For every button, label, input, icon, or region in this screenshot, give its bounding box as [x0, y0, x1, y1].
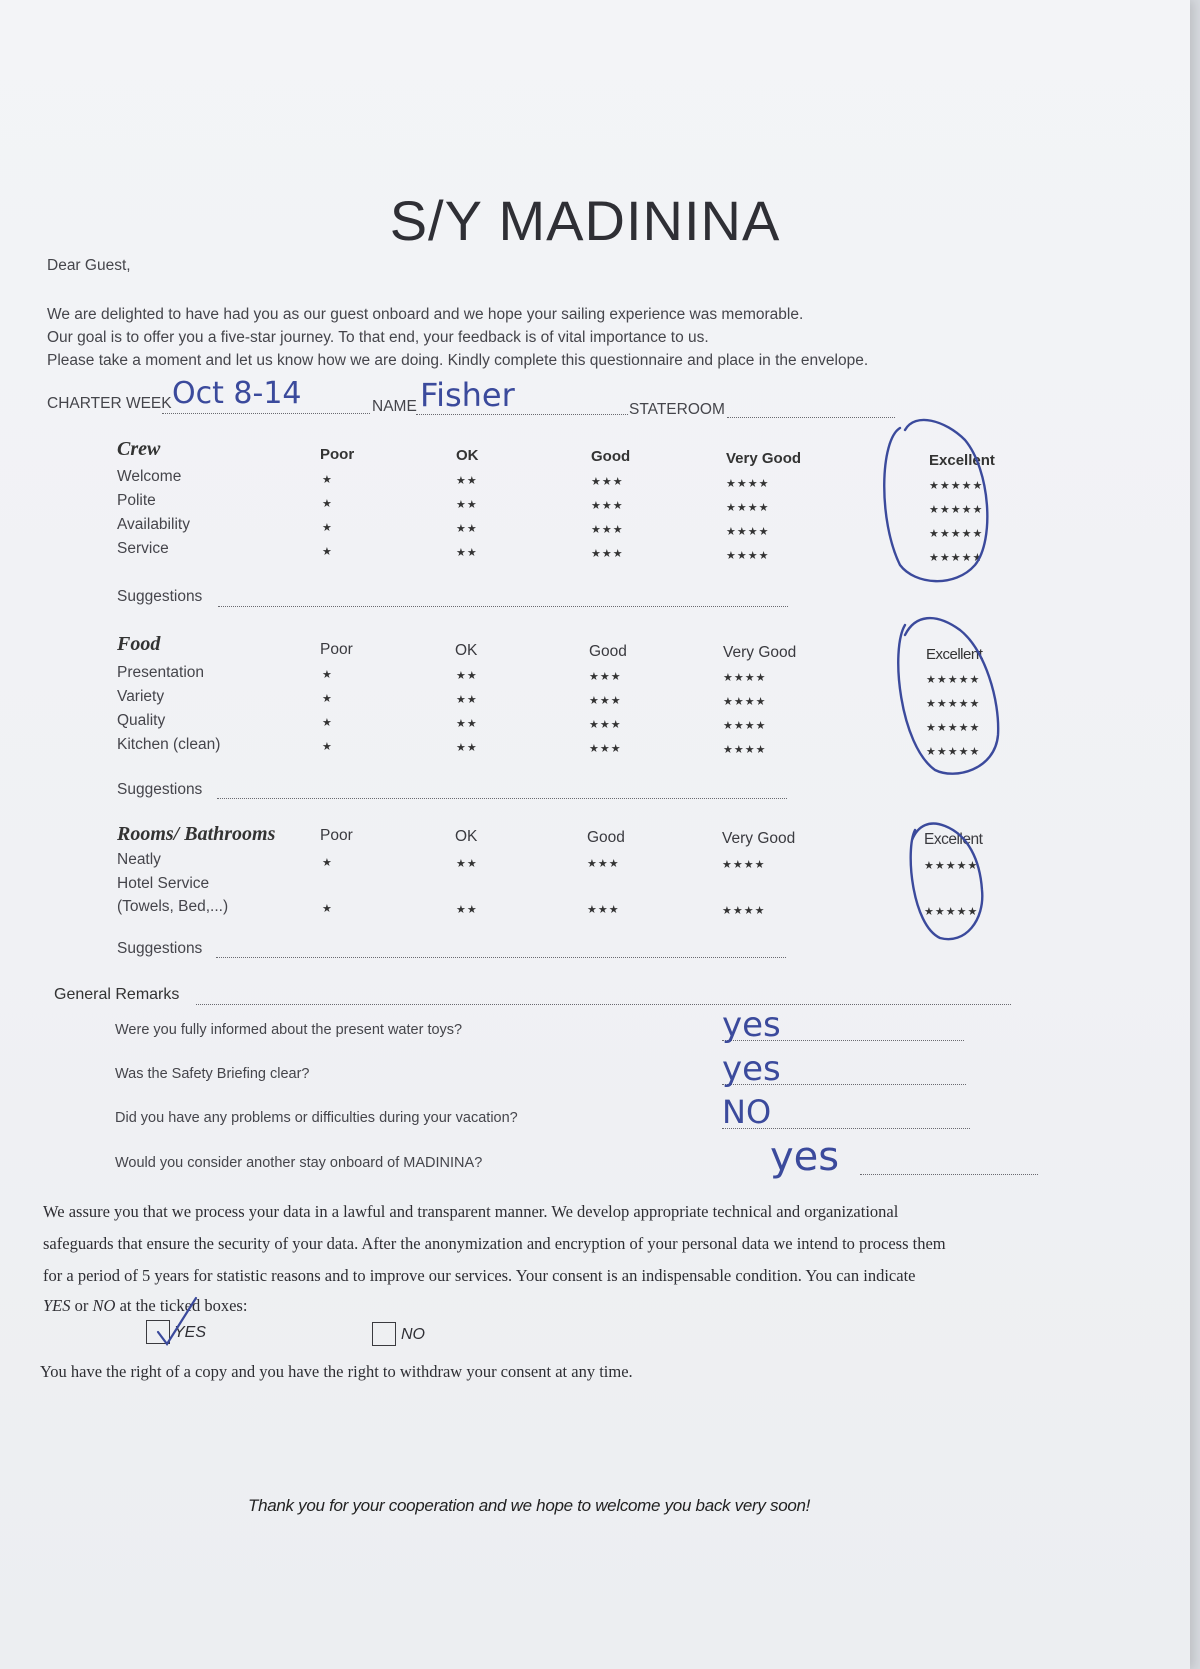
rating-2-star[interactable]: ★★ — [456, 523, 478, 535]
crew-suggestions-field[interactable] — [218, 606, 788, 607]
rating-2-star[interactable]: ★★ — [456, 718, 478, 730]
remark-question: Would you consider another stay onboard of MADININA? — [115, 1155, 483, 1171]
rating-1-star[interactable]: ★ — [322, 498, 333, 510]
col-poor: Poor — [320, 446, 355, 463]
remark-question: Did you have any problems or difficulties during your vacation? — [115, 1110, 518, 1126]
col-excellent: Excellent — [929, 452, 995, 469]
rating-3-star[interactable]: ★★★ — [589, 695, 622, 707]
consent-no-label: NO — [401, 1326, 425, 1343]
rating-3-star[interactable]: ★★★ — [589, 671, 622, 683]
rating-5-star[interactable]: ★★★★★ — [929, 552, 984, 564]
food-item: Variety — [117, 688, 165, 705]
crew-item: Service — [117, 540, 169, 557]
consent-text: for a period of 5 years for statistic reasons and to improve our services. Your consent is an indispensable condition. You can indicate — [43, 1266, 916, 1285]
remark-answer-field[interactable]: yes — [722, 1049, 781, 1089]
crew-item: Polite — [117, 492, 156, 509]
rating-1-star[interactable]: ★ — [322, 741, 333, 753]
food-title: Food — [117, 633, 161, 655]
rating-1-star[interactable]: ★ — [322, 546, 333, 558]
crew-title: Crew — [117, 438, 161, 460]
remark-question: Was the Safety Briefing clear? — [115, 1066, 310, 1082]
rating-2-star[interactable]: ★★ — [456, 475, 478, 487]
food-suggestions-label: Suggestions — [117, 781, 203, 798]
rating-4-star[interactable]: ★★★★ — [723, 672, 767, 684]
col-very-good: Very Good — [723, 644, 797, 661]
food-item: Presentation — [117, 664, 205, 681]
page-title: S/Y MADININA — [389, 189, 781, 252]
rooms-item: (Towels, Bed,...) — [117, 898, 229, 915]
withdraw-notice: You have the right of a copy and you have the right to withdraw your consent at any time. — [40, 1362, 633, 1381]
rating-1-star[interactable]: ★ — [322, 717, 333, 729]
intro-line-1: We are delighted to have had you as our guest onboard and we hope your sailing experience was memorable. — [47, 306, 804, 323]
rating-5-star[interactable]: ★★★★★ — [926, 722, 981, 734]
rating-1-star[interactable]: ★ — [322, 903, 333, 915]
rating-5-star[interactable]: ★★★★★ — [929, 480, 984, 492]
rating-2-star[interactable]: ★★ — [456, 858, 478, 870]
rating-5-star[interactable]: ★★★★★ — [924, 860, 979, 872]
rating-1-star[interactable]: ★ — [322, 474, 333, 486]
rating-1-star[interactable]: ★ — [322, 693, 333, 705]
rating-3-star[interactable]: ★★★ — [591, 476, 624, 488]
thank-you-note: Thank you for your cooperation and we hope to welcome you back very soon! — [248, 1496, 811, 1515]
rating-2-star[interactable]: ★★ — [456, 499, 478, 511]
rooms-suggestions-label: Suggestions — [117, 940, 203, 957]
charter-week-label: CHARTER WEEK — [47, 395, 172, 412]
rating-2-star[interactable]: ★★ — [456, 694, 478, 706]
intro-line-3: Please take a moment and let us know how we are doing. Kindly complete this questionnaire and place in the envelope. — [47, 352, 869, 369]
remark-answer-field[interactable]: yes — [722, 1005, 781, 1045]
rating-5-star[interactable]: ★★★★★ — [929, 504, 984, 516]
intro-line-2: Our goal is to offer you a five-star journey. To that end, your feedback is of vital importance to us. — [47, 329, 709, 346]
charter-week-line — [162, 413, 370, 414]
stateroom-field[interactable] — [727, 417, 895, 418]
rating-5-star[interactable]: ★★★★★ — [926, 746, 981, 758]
col-excellent: Excellent — [926, 646, 983, 663]
rating-3-star[interactable]: ★★★ — [587, 858, 620, 870]
rating-4-star[interactable]: ★★★★ — [723, 720, 767, 732]
rating-5-star[interactable]: ★★★★★ — [926, 674, 981, 686]
consent-or-word: or — [70, 1296, 93, 1315]
rating-2-star[interactable]: ★★ — [456, 547, 478, 559]
rating-4-star[interactable]: ★★★★ — [722, 859, 766, 871]
consent-text: We assure you that we process your data in a lawful and transparent manner. We develop appropriate technical and organizational — [43, 1202, 899, 1221]
rating-3-star[interactable]: ★★★ — [589, 719, 622, 731]
col-very-good: Very Good — [722, 830, 796, 847]
crew-item: Welcome — [117, 468, 182, 485]
consent-no-checkbox[interactable] — [372, 1322, 396, 1346]
consent-text: safeguards that ensure the security of your data. After the anonymization and encryption of your personal data we intend to process them — [43, 1234, 946, 1253]
name-label: NAME — [372, 398, 417, 415]
rating-4-star[interactable]: ★★★★ — [726, 502, 770, 514]
remark-answer-line — [860, 1174, 1038, 1175]
rating-2-star[interactable]: ★★ — [456, 904, 478, 916]
rooms-item: Neatly — [117, 851, 161, 868]
col-ok: OK — [455, 642, 478, 659]
rating-5-star[interactable]: ★★★★★ — [924, 906, 979, 918]
col-poor: Poor — [320, 827, 353, 844]
crew-item: Availability — [117, 516, 190, 533]
rating-2-star[interactable]: ★★ — [456, 742, 478, 754]
col-ok: OK — [456, 447, 479, 464]
rating-5-star[interactable]: ★★★★★ — [926, 698, 981, 710]
consent-yes-word: YES — [43, 1296, 71, 1315]
rooms-suggestions-field[interactable] — [216, 957, 786, 958]
food-item: Kitchen (clean) — [117, 736, 221, 753]
food-item: Quality — [117, 712, 166, 729]
name-line — [416, 414, 628, 415]
rating-3-star[interactable]: ★★★ — [591, 548, 624, 560]
rooms-title: Rooms/ Bathrooms — [117, 823, 276, 845]
rating-1-star[interactable]: ★ — [322, 522, 333, 534]
rating-3-star[interactable]: ★★★ — [591, 500, 624, 512]
rating-3-star[interactable]: ★★★ — [589, 743, 622, 755]
rating-3-star[interactable]: ★★★ — [587, 904, 620, 916]
name-field[interactable]: Fisher — [420, 376, 515, 414]
rating-4-star[interactable]: ★★★★ — [722, 905, 766, 917]
rating-4-star[interactable]: ★★★★ — [723, 744, 767, 756]
rating-4-star[interactable]: ★★★★ — [726, 478, 770, 490]
rating-4-star[interactable]: ★★★★ — [726, 526, 770, 538]
rating-1-star[interactable]: ★ — [322, 669, 333, 681]
col-very-good: Very Good — [726, 450, 802, 467]
food-suggestions-field[interactable] — [217, 798, 787, 799]
rating-3-star[interactable]: ★★★ — [591, 524, 624, 536]
remark-question: Were you fully informed about the present water toys? — [115, 1022, 463, 1038]
col-good: Good — [591, 448, 631, 465]
consent-yes-checkbox[interactable] — [146, 1320, 170, 1344]
consent-no-word: NO — [92, 1296, 116, 1315]
col-poor: Poor — [320, 641, 353, 658]
general-remarks-label: General Remarks — [54, 986, 180, 1003]
rating-4-star[interactable]: ★★★★ — [723, 696, 767, 708]
greeting: Dear Guest, — [47, 257, 131, 274]
remark-answer-field[interactable]: NO — [722, 1093, 772, 1131]
consent-text — [43, 1296, 247, 1316]
col-good: Good — [587, 829, 625, 846]
stateroom-label: STATEROOM — [629, 401, 725, 418]
general-remarks-field[interactable] — [196, 1004, 1011, 1005]
col-ok: OK — [455, 828, 478, 845]
col-excellent: Excellent — [924, 831, 983, 848]
rating-1-star[interactable]: ★ — [322, 857, 333, 869]
rating-2-star[interactable]: ★★ — [456, 670, 478, 682]
rooms-item: Hotel Service — [117, 875, 210, 892]
col-good: Good — [589, 643, 627, 660]
crew-suggestions-label: Suggestions — [117, 588, 203, 605]
remark-answer-field[interactable]: yes — [770, 1134, 840, 1180]
rating-5-star[interactable]: ★★★★★ — [929, 528, 984, 540]
consent-yes-label: YES — [174, 1324, 207, 1341]
charter-week-field[interactable]: Oct 8-14 — [172, 376, 302, 411]
rating-4-star[interactable]: ★★★★ — [726, 550, 770, 562]
consent-rest: at the ticked boxes: — [115, 1296, 248, 1315]
